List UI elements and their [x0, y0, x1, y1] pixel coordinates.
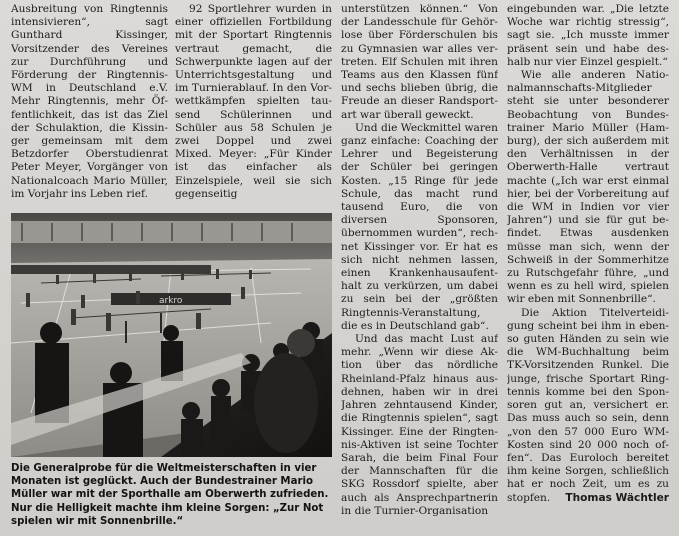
- article-column-2: [175, 3, 332, 203]
- column-2-text: 92 Sportlehrer wurden in einer offiziellen Fortbildung mit der Sportart Ringtennis vertraut gemacht, die Schwerpunkte lagen auf der Unterrichtsgestaltung und im Turnierablauf. In den Vorwettkämpfen spielten tausend Schülerinnen und Schüler aus 58 Schulen je zwei Doppel und zwei Mixed. Meyer: „Für Kinder ist das einfacher als Einzelspiele, weil sie sich gegenseitig: [175, 3, 332, 200]
- author-byline: Thomas Wächtler: [565, 491, 669, 504]
- column-1-text: Ausbreitung von Ringtennis intensivieren“, sagt Gunthard Kissinger, Vorsitzender des Vereines zur Durchführung und Förderung der Ringtennis-WM in Deutschland e.V. Mehr Ringtennis, mehr Öffentlichkeit, das ist das Ziel der Schulaktion, die Kissinger gemeinsam mit dem Betzdorfer Oberstudienrat Peter Meyer, Vorgänger von Nationalcoach Mario Müller, im Vorjahr ins Leben rief.: [11, 3, 168, 200]
- column-4-paragraph-2: Wie alle anderen Nationalmannschafts-Mitglieder steht sie unter besonderer Beobachtung von Bundestrainer Mario Müller (Hamburg), der sich außerdem mit den Verhältnissen in der Oberwerth-Halle vertraut machte („Ich war erst einmal hier, bei der Vorbereitung auf die WM in Indien vor vier Jahren“) und sie für gut befindet. Etwas ausdenken müsse man sich, wenn der Schweiß in der Sommerhitze zu Rutschgefahr führe, „und wenn es zu hell wird, spielen wir eben mit Sonnenbrille“.: [507, 69, 669, 306]
- column-3-paragraph-2: Und die Weckmittel waren ganz einfache: Coaching der Lehrer und Begeisterung der Schüler bei geringen Kosten. „15 Ringe für jede Schule, das macht rund tausend Euro, die von diversen Sponsoren, übernommen wurden“, rechnet Kissinger vor. Er hat es sich nicht nehmen lassen, einen Krankenhausaufenthalt zu verkürzen, um dabei zu sein bei der „größten Ringtennis-Veranstaltung, die es in Deutschland gab“.: [341, 121, 498, 332]
- column-4-paragraph-3: [507, 307, 669, 505]
- banner-text: arkro: [159, 296, 183, 306]
- photo-caption-text: Die Generalprobe für die Weltmeisterschaften in vier Monaten ist geglückt. Auch der Bundestrainer Mario Müller war mit der Sporthalle am Oberwerth zufrieden. Nur die Helligkeit machte ihm kleine Sorgen: „Zur Not spielen wir mit Sonnenbrille.“: [11, 463, 329, 527]
- column-4-paragraph-1: eingebunden war. „Die letzte Woche war richtig stressig“, sagt sie. „Ich musste immer präsent sein und habe deshalb nur vier Einzel gespielt.“: [507, 3, 669, 68]
- article-column-3: [341, 3, 498, 533]
- photo-caption: [11, 462, 332, 528]
- article-column-4: [507, 3, 669, 533]
- sports-hall-photo: [11, 213, 332, 457]
- column-3-paragraph-1: unterstützen können.“ Von der Landesschule für Gehörlose über Förderschulen bis zu Gymnasien war alles vertreten. Elf Schulen mit ihren Teams aus den Klassen fünf und sechs blieben übrig, die Freude an dieser Randsportart war überall geweckt.: [341, 3, 498, 121]
- column-3-paragraph-3: Und das macht Lust auf mehr. „Wenn wir diese Aktion über das nördliche Rheinland-Pfalz hinaus ausdehnen, haben wir in drei Jahren zehntausend Kinder, die Ringtennis spielen“, sagt Kissinger. Eine der Ringtennis-Aktiven ist seine Tochter Sarah, die beim Final Four der Mannschaften für die SKG Rossdorf spielte, aber auch als Ansprechpartnerin in die Turnier-Organisation: [341, 333, 498, 517]
- column-4-paragraph-3-text: Die Aktion Titelverteidigung scheint bei ihm in ebenso guten Händen zu sein wie die WM-Buchhaltung beim TK-Vorsitzenden Runkel. Die junge, frische Sportart Ringtennis komme bei den Sponsoren gut an, versichert er. Das muss auch so sein, denn „von den 57 000 Euro WM-Kosten sind 20 000 noch offen“. Das Euroloch bereitet ihm keine Sorgen, schließlich hat er noch Zeit, um es zu stopfen.: [507, 306, 669, 504]
- article-column-1: [11, 3, 168, 203]
